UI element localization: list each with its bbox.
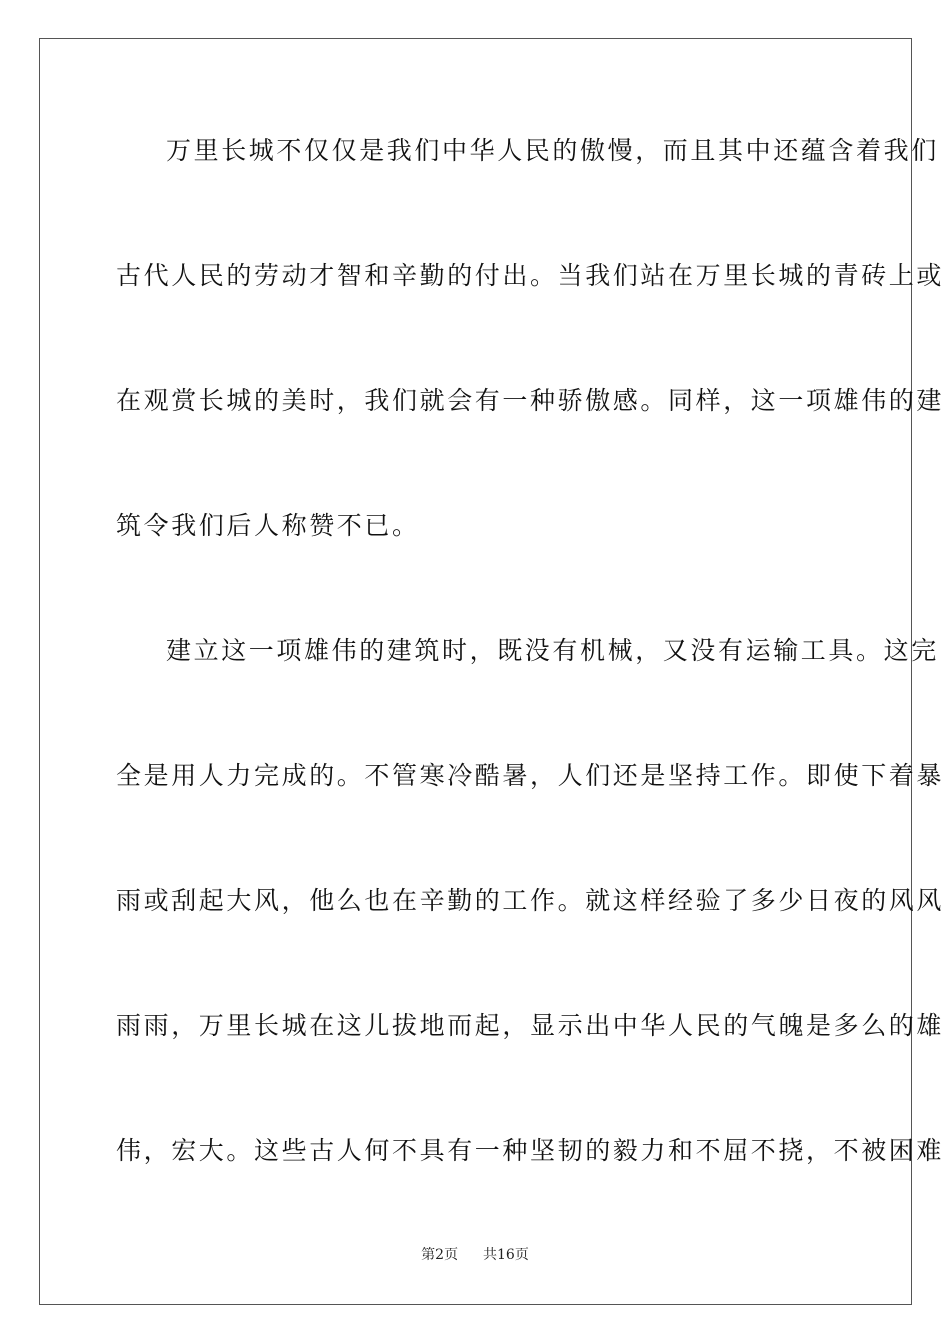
paragraph-2: [116, 624, 945, 1178]
text-line: 建立这一项雄伟的建筑时，既没有机械，又没有运输工具。这完: [166, 636, 939, 665]
text-line: 筑令我们后人称赞不已。: [116, 511, 420, 540]
page-total: 共16页: [483, 1247, 529, 1263]
text-line: 古代人民的劳动才智和辛勤的付出。当我们站在万里长城的青砖上或: [116, 261, 945, 290]
page-number: 第2页: [421, 1247, 459, 1263]
text-line: 全是用人力完成的。不管寒冷酷暑，人们还是坚持工作。即使下着暴: [116, 761, 945, 790]
text-line: 雨雨，万里长城在这儿拔地而起，显示出中华人民的气魄是多么的雄: [116, 1011, 945, 1040]
text-line: 万里长城不仅仅是我们中华人民的傲慢，而且其中还蕴含着我们: [166, 136, 939, 165]
text-line: 雨或刮起大风，他么也在辛勤的工作。就这样经验了多少日夜的风风: [116, 886, 945, 915]
paragraph-1: [116, 124, 945, 553]
page-footer: [0, 1245, 950, 1265]
document-body: [116, 124, 945, 1178]
text-line: 在观赏长城的美时，我们就会有一种骄傲感。同样，这一项雄伟的建: [116, 386, 945, 415]
text-line: 伟，宏大。这些古人何不具有一种坚韧的毅力和不屈不挠，不被困难: [116, 1136, 945, 1165]
